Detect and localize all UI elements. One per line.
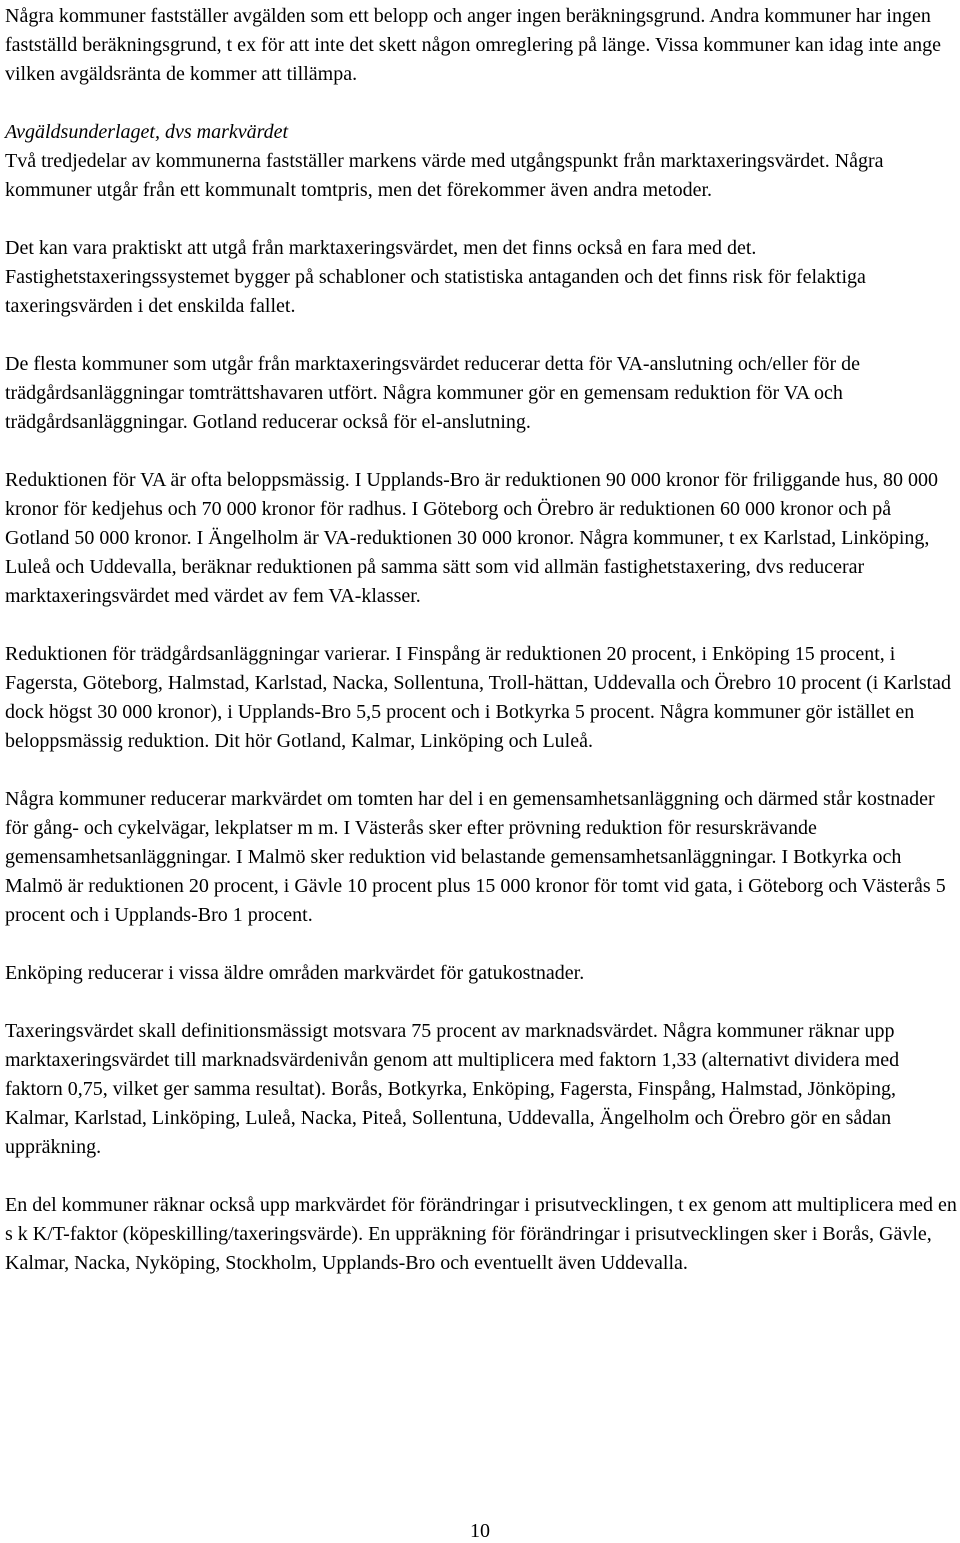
paragraph-tradgard-reduktion: Reduktionen för trädgårdsanläggningar varierar. I Finspång är reduktionen 20 procent, i Enköping 15 procent, i Fagersta, Göteborg, Halmstad, Karlstad, Nacka, Sollentuna, Troll-hättan, Uddevalla och Örebro 10 procent (i Karlstad dock högst 30 000 kronor), i Upplands-Bro 5,5 procent och i Botkyrka 5 procent. Några kommuner gör istället en beloppsmässig reduktion. Dit hör Gotland, Kalmar, Linköping och Luleå. — [5, 643, 952, 752]
paragraph-va-belopp: Reduktionen för VA är ofta beloppsmässig. I Upplands-Bro är reduktionen 90 000 kronor för friliggande hus, 80 000 kronor för kedjehus och 70 000 kronor för radhus. I Göteborg och Örebro är reduktionen 60 000 kronor och på Gotland 50 000 kronor. I Ängelholm är VA-reduktionen 30 000 kronor. Några kommuner, t ex Karlstad, Linköping, Luleå och Uddevalla, beräknar reduktionen på samma sätt som vid allmän fastighetstaxering, dvs reducerar marktaxeringsvärdet med värdet av fem VA-klasser. — [5, 469, 938, 607]
paragraph-prisutveckling: En del kommuner räknar också upp markvärdet för förändringar i prisutvecklingen, t ex genom att multiplicera med en s k K/T-faktor (köpeskilling/taxeringsvärde). En uppräkning för förändringar i prisutvecklingen sker i Borås, Gävle, Kalmar, Nacka, Nyköping, Stockholm, Upplands-Bro och eventuellt även Uddevalla. — [5, 1194, 957, 1274]
paragraph-avgald-belopp: Några kommuner fastställer avgälden som ett belopp och anger ingen beräkningsgrund. Andra kommuner har ingen fastställd beräkningsgrund, t ex för att inte det skett någon omreglering på länge. Vissa kommuner kan idag inte ange vilken avgäldsränta de kommer att tillämpa. — [5, 5, 941, 85]
paragraph-uppräkning-marknadsvarde: Taxeringsvärdet skall definitionsmässigt motsvara 75 procent av marknadsvärdet. Några kommuner räknar upp marktaxeringsvärdet till marknadsvärdenivån genom att multiplicera med faktorn 1,33 (alternativt dividera med faktorn 0,75, vilket ger samma resultat). Borås, Botkyrka, Enköping, Fagersta, Finspång, Halmstad, Jönköping, Kalmar, Karlstad, Linköping, Luleå, Nacka, Piteå, Sollentuna, Uddevalla, Ängelholm och Örebro gör en sådan uppräkning. — [5, 1020, 900, 1158]
paragraph-praktiskt: Det kan vara praktiskt att utgå från marktaxeringsvärdet, men det finns också en fara med det. Fastighetstaxeringssystemet bygger på schabloner och statistiska antaganden och det finns risk för felaktiga taxeringsvärden i det enskilda fallet. — [5, 237, 866, 317]
page-number: 10 — [470, 1520, 490, 1542]
paragraph-va-reduktion: De flesta kommuner som utgår från marktaxeringsvärdet reducerar detta för VA-anslutning och/eller för de trädgårdsanläggningar tomträttshavaren utfört. Några kommuner gör en gemensam reduktion för VA och trädgårdsanläggningar. Gotland reducerar också för el-anslutning. — [5, 353, 861, 433]
paragraph-gemensamhetsanlaggning: Några kommuner reducerar markvärdet om tomten har del i en gemensamhetsanläggning och därmed står kostnader för gång- och cykelvägar, lekplatser m m. I Västerås sker efter prövning reduktion för resurskrävande gemensamhetsanläggningar. I Malmö sker reduktion vid belastande gemensamhetsanläggningar. I Botkyrka och Malmö är reduktionen 20 procent, i Gävle 10 procent plus 15 000 kronor för tomt vid gata, i Göteborg och Västerås 5 procent och i Upplands-Bro 1 procent. — [5, 788, 946, 926]
paragraph-marktaxeringsvarde: Två tredjedelar av kommunerna fastställer markens värde med utgångspunkt från marktaxeringsvärdet. Några kommuner utgår från ett kommunalt tomtpris, men det förekommer även andra metoder. — [5, 150, 884, 201]
section-heading-avgaldsunderlaget: Avgäldsunderlaget, dvs markvärdet — [5, 121, 289, 143]
paragraph-gatukostnader: Enköping reducerar i vissa äldre områden markvärdet för gatukostnader. — [5, 962, 585, 984]
document-page — [5, 2, 957, 1278]
